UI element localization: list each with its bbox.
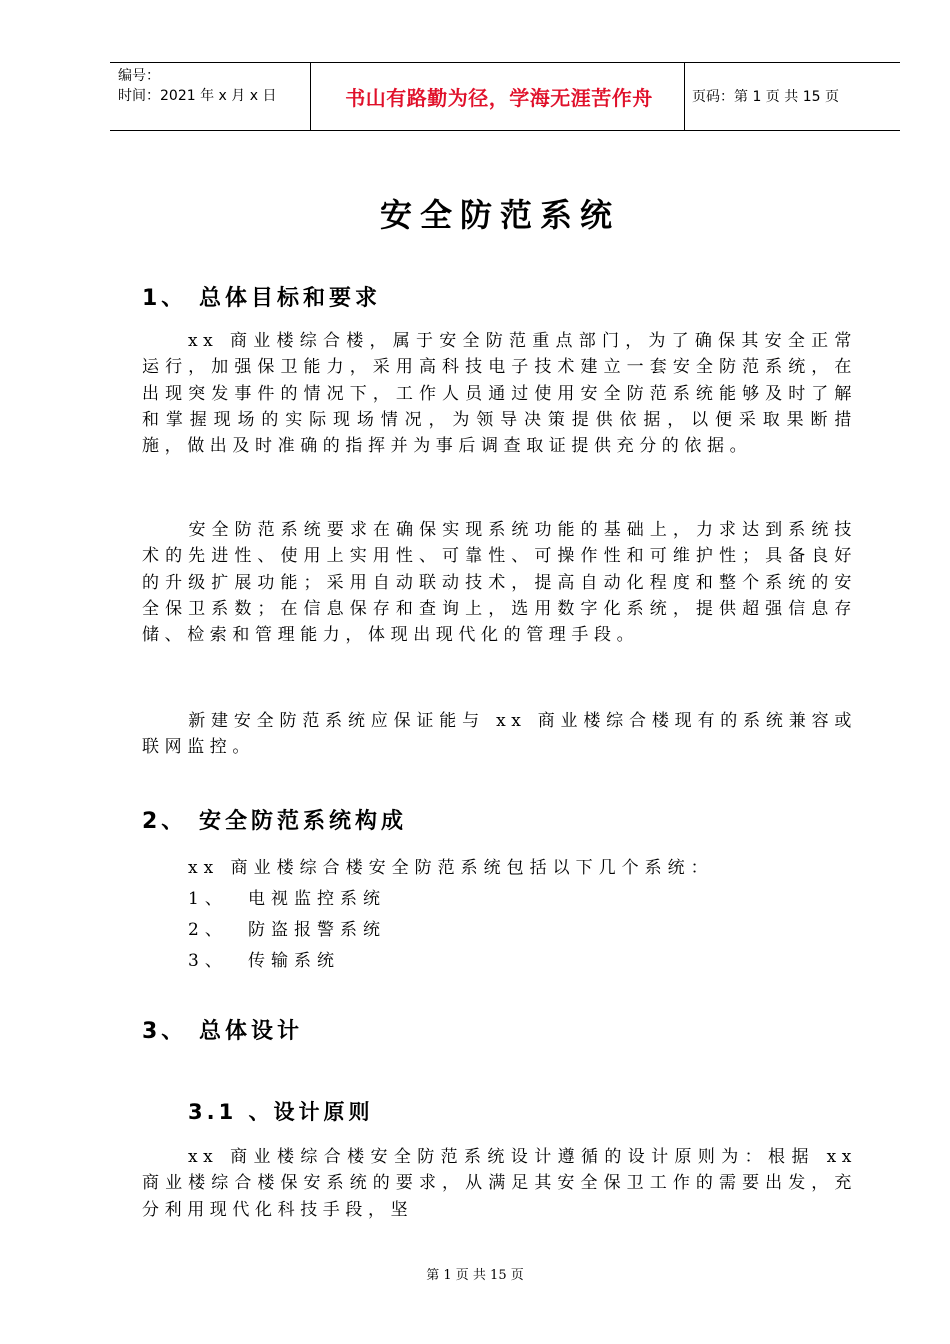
paragraph-text: xx 商业楼综合楼，属于安全防范重点部门，为了确保其安全正常运行，加强保卫能力，采用高科技电子技术建立一套安全防范系统，在出现突发事件的情况下，工作人员通过使用安全防范系统能够及时了解和掌握现场的实际现场情况，为领导决策提供依据，以便采取果断措施，做出及时准确的指挥并为事后调查取证提供充分的依据。: [142, 331, 857, 457]
header-meta: [118, 66, 276, 106]
paragraph: [142, 708, 857, 761]
header-page-info: 页码：第 1 页 共 15 页: [692, 89, 839, 105]
section-heading-3: 3、 总体设计: [142, 1019, 303, 1044]
paragraph: [142, 1144, 857, 1223]
paragraph-text: 安全防范系统要求在确保实现系统功能的基础上，力求达到系统技术的先进性、使用上实用性、可靠性、可操作性和可维护性；具备良好的升级扩展功能；采用自动联动技术，提高自动化程度和整个系统的安全保卫系数；在信息保存和查询上，选用数字化系统，提供超强信息存储、检索和管理能力，体现出现代化的管理手段。: [142, 520, 857, 646]
paragraph: [142, 328, 857, 459]
section-intro: xx 商业楼综合楼安全防范系统包括以下几个系统：: [188, 858, 714, 878]
list-item: [188, 946, 340, 971]
paragraph-text: xx 商业楼综合楼安全防范系统设计遵循的设计原则为：根据 xx 商业楼综合楼保安系统的要求，从满足其安全保卫工作的需要出发，充分利用现代化科技手段，坚: [142, 1147, 857, 1220]
subsection-heading: 3.1 、设计原则: [188, 1100, 374, 1124]
paragraph-text: 新建安全防范系统应保证能与 xx 商业楼综合楼现有的系统兼容或联网监控。: [142, 711, 857, 758]
paragraph: [142, 517, 857, 648]
header-bottom-rule: [110, 130, 900, 131]
page-header: [110, 62, 900, 130]
header-motto: 书山有路勤为径，学海无涯苦作舟: [345, 85, 653, 110]
list-item-label: 防盗报警系统: [248, 920, 386, 940]
document-title: 安全防范系统: [379, 196, 620, 234]
list-item: [188, 915, 386, 940]
document-number-label: 编号：: [118, 68, 160, 84]
list-item-label: 传输系统: [248, 951, 340, 971]
section-heading-1: 1、 总体目标和要求: [142, 286, 381, 311]
list-item: [188, 884, 386, 909]
list-item-number: 3、: [188, 951, 228, 971]
list-item-label: 电视监控系统: [248, 889, 386, 909]
list-item-number: 1、: [188, 889, 228, 909]
document-time-label: 时间：2021 年 x 月 x 日: [118, 88, 277, 104]
page-footer: 第 1 页 共 15 页: [426, 1268, 524, 1283]
section-heading-2: 2、 安全防范系统构成: [142, 809, 407, 834]
header-divider: [310, 62, 311, 130]
list-item-number: 2、: [188, 920, 228, 940]
